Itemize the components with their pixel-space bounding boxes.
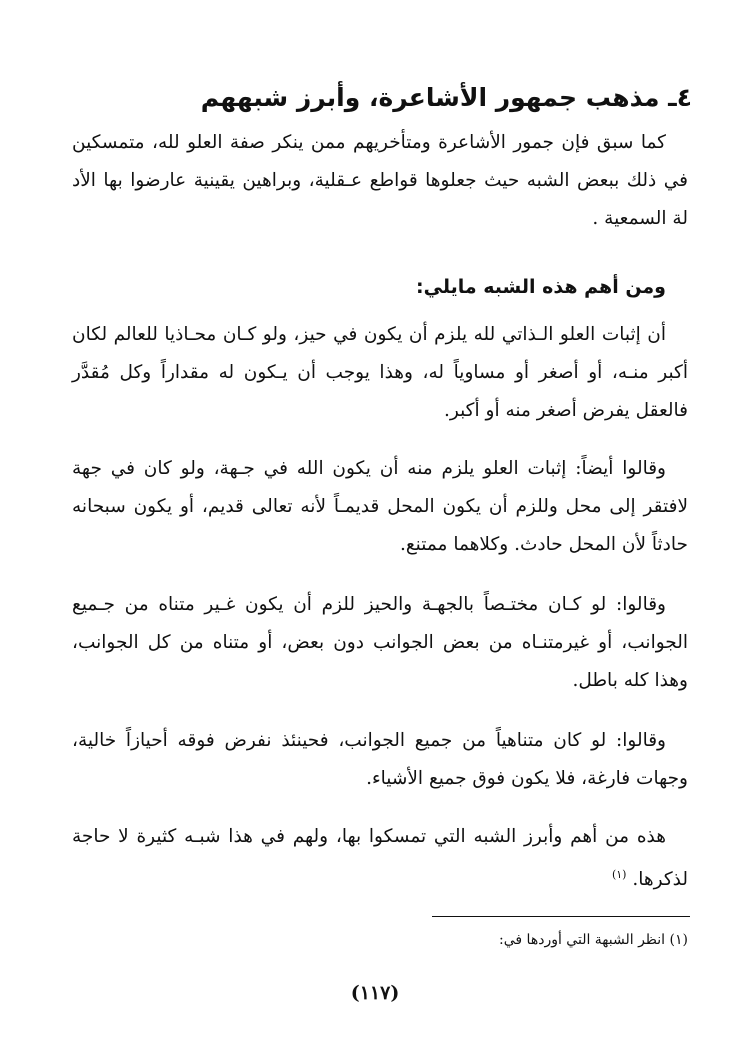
subheading-objections [72, 268, 688, 306]
paragraph-conclusion [72, 818, 688, 899]
paragraph-objection-3 [72, 586, 688, 700]
paragraph-objection-4 [72, 722, 688, 798]
page-number: (١١٧) [350, 982, 400, 1004]
footnote-divider [432, 916, 690, 917]
paragraph-objection-2 [72, 450, 688, 564]
section-heading: ٤ـ مذهب جمهور الأشاعرة، وأبرز شبههم [200, 83, 692, 112]
paragraph-intro [72, 124, 688, 238]
footnote-reference: (١) [611, 868, 627, 881]
paragraph-text: كما سبق فإن جمور الأشاعرة ومتأخريهم ممن ينكر صفة العلو لله، متمسكين في ذلك ببعض الشبه حيث جعلوها قواطع عـقلية، وبراهين يقينية عارضوا بها الأد لة السمعية . [72, 132, 688, 229]
paragraph-text: وقالوا: لو كان متناهياً من جميع الجوانب، فحينئذ نفرض فوقه أحيازاً خالية، وجهات فارغة، فلا يكون فوق جميع الأشياء. [72, 730, 688, 789]
paragraph-objection-1 [72, 316, 688, 430]
subheading-text: ومن أهم هذه الشبه مايلي: [416, 276, 666, 298]
paragraph-text: أن إثبات العلو الـذاتي لله يلزم أن يكون في حيز، ولو كـان محـاذيا للعالم لكان أكبر منـه، أو أصغر أو مساوياً له، وهذا يوجب أن يـكون له مقداراً وكل مُقدَّر فالعقل يفرض أصغر منه أو أكبر. [72, 324, 688, 421]
paragraph-text: وقالوا أيضاً: إثبات العلو يلزم منه أن يكون الله في جـهة، ولو كان في جهة لافتقر إلى محل وللزم أن يكون المحل قديمـاً لأنه تعالى قديم، أو يكون سبحانه حادثاً لأن المحل حادث. وكلاهما ممتنع. [72, 458, 688, 555]
footnote-text: (١) انظر الشبهة التي أوردها في: [499, 932, 688, 948]
paragraph-text: وقالوا: لو كـان مختـصاً بالجهـة والحيز للزم أن يكون غـير متناه من جـميع الجوانب، أو غيرمتنـاه من بعض الجوانب دون بعض، أو متناه من كل الجوانب، وهذا كله باطل. [72, 594, 688, 691]
paragraph-text: هذه من أهم وأبرز الشبه التي تمسكوا بها، ولهم في هذا شبـه كثيرة لا حاجة لذكرها. [72, 826, 688, 891]
